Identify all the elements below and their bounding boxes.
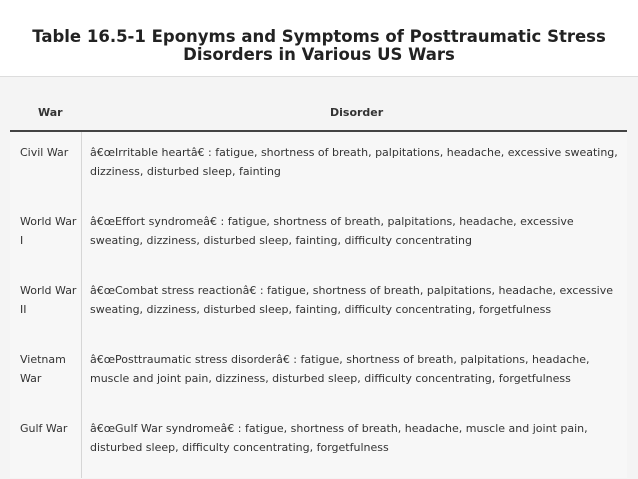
header-disorder: Disorder	[330, 106, 384, 119]
disorder-cell: â€œIrritable heartâ€ : fatigue, shortness of breath, palpitations, headache, excessive sweating, dizziness, disturbed sleep, fainting	[90, 146, 618, 178]
war-cell: World War I	[10, 201, 82, 270]
table-row	[10, 201, 627, 271]
war-cell: Vietnam War	[10, 339, 82, 408]
disorder-cell: â€œEffort syndromeâ€ : fatigue, shortness of breath, palpitations, headache, excessive sweating, dizziness, disturbed sleep, fainting, difficulty concentrating	[90, 215, 574, 247]
disorder-cell: â€œGulf War syndromeâ€ : fatigue, shortness of breath, headache, muscle and joint pain, disturbed sleep, difficulty concentrating, forgetfulness	[90, 422, 588, 454]
header-war: War	[38, 106, 63, 119]
table-title: Table 16.5-1 Eponyms and Symptoms of Posttraumatic Stress Disorders in Various US Wars	[32, 27, 606, 64]
war-cell: Gulf War	[10, 408, 82, 478]
table-row	[10, 270, 627, 340]
table-row	[10, 339, 627, 409]
table-row	[10, 408, 627, 478]
table-header-row	[10, 100, 627, 132]
war-cell: World War II	[10, 270, 82, 339]
disorder-cell: â€œPosttraumatic stress disorderâ€ : fatigue, shortness of breath, palpitations, headache, muscle and joint pain, dizziness, disturbed sleep, difficulty concentrating, forgetfulness	[90, 353, 590, 385]
war-cell: Civil War	[10, 132, 82, 201]
table-row	[10, 132, 627, 202]
disorder-cell: â€œCombat stress reactionâ€ : fatigue, shortness of breath, palpitations, headache, excessive sweating, dizziness, disturbed sleep, fainting, difficulty concentrating, forgetfulness	[90, 284, 614, 316]
